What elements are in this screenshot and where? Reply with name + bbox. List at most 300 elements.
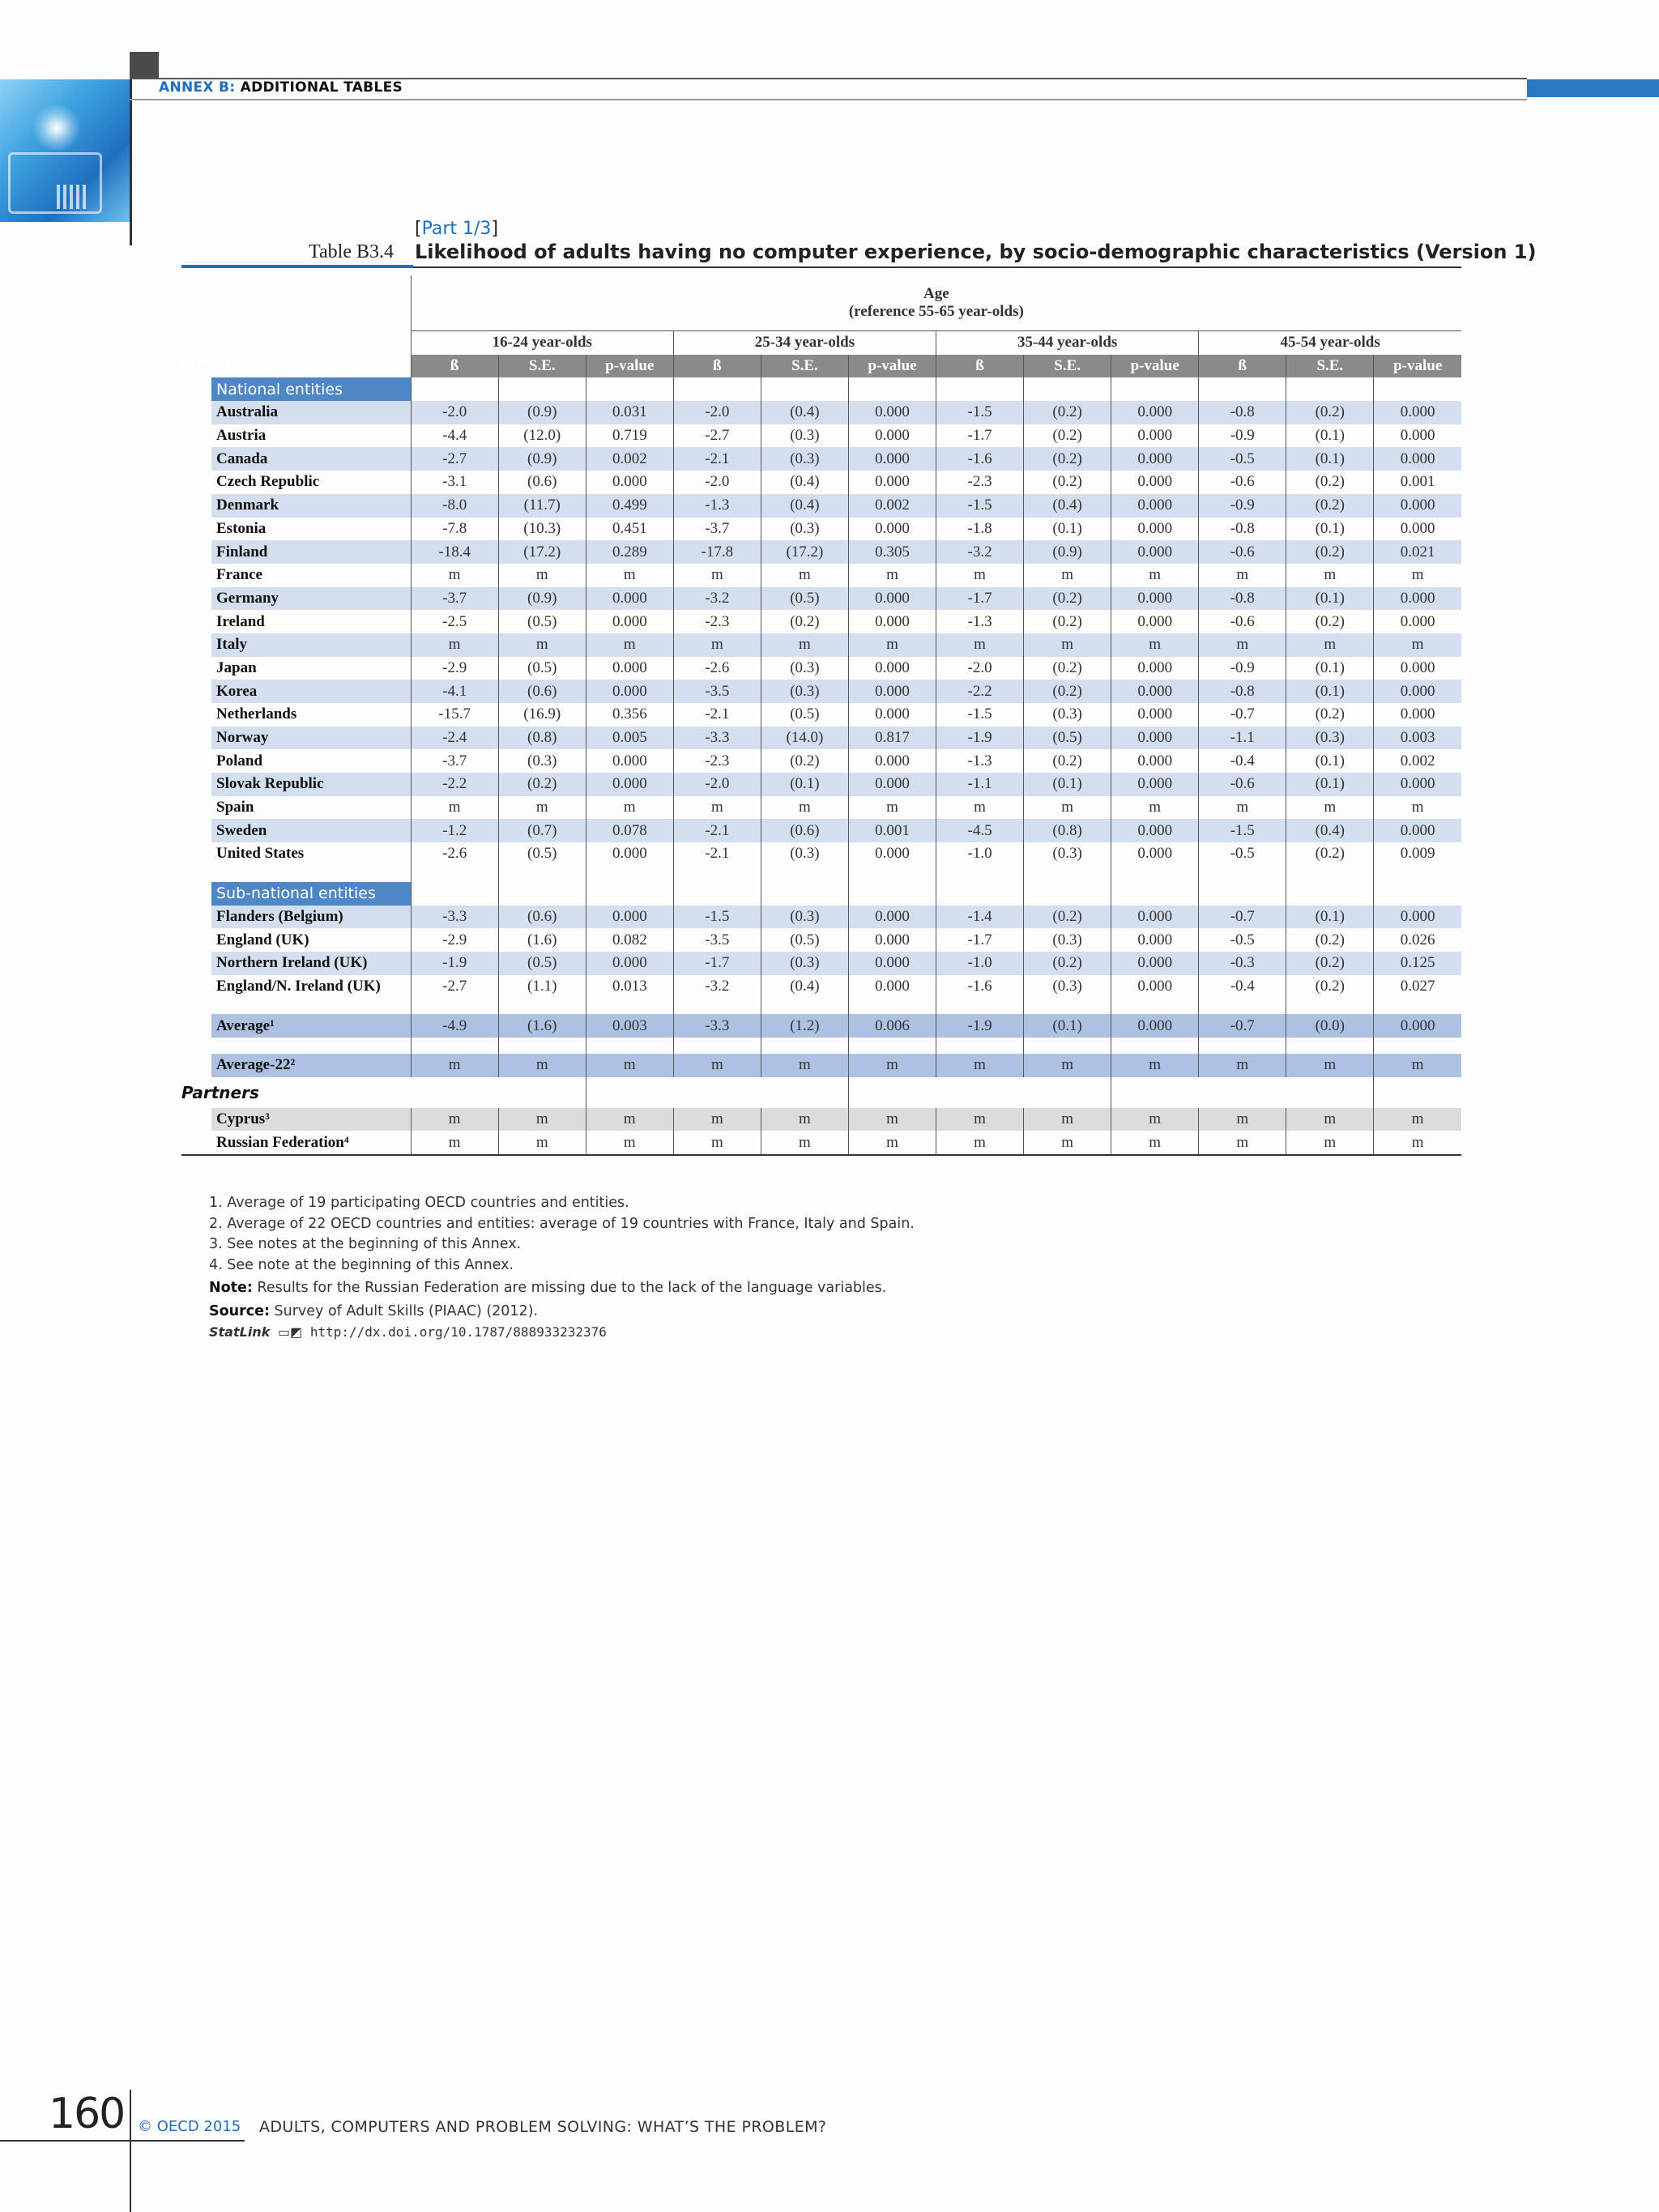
row-label: France [216, 566, 262, 584]
row-label: Spain [216, 799, 254, 816]
table-row [181, 703, 1461, 727]
table-cell: -1.5 [936, 703, 1024, 727]
table-cell: -0.8 [1199, 680, 1286, 703]
table-cell: 0.000 [1374, 773, 1461, 796]
table-cell: (0.4) [761, 494, 848, 518]
table-cell: 0.000 [586, 471, 673, 494]
table-cell: (0.1) [1286, 518, 1374, 541]
table-cell: (0.1) [1286, 447, 1374, 471]
table-cell: -0.8 [1199, 401, 1286, 424]
table-cell: -2.2 [936, 680, 1024, 703]
table-cell: -2.0 [673, 401, 761, 424]
table-cell: (0.5) [761, 928, 848, 952]
table-row [181, 727, 1461, 750]
table-cell: -1.0 [936, 842, 1024, 866]
table-cell: (0.3) [1024, 928, 1111, 952]
table-cell: -1.4 [936, 906, 1024, 929]
table-cell: (0.2) [1024, 657, 1111, 680]
table-cell: -3.3 [673, 727, 761, 750]
table-cell: m [673, 1131, 761, 1155]
table-cell: -2.0 [673, 773, 761, 796]
table-cell: m [1111, 1108, 1199, 1132]
table-cell: 0.000 [1111, 906, 1199, 929]
table-cell: -2.2 [411, 773, 498, 796]
table-cell: (0.1) [1024, 773, 1111, 796]
statlink-url[interactable]: http://dx.doi.org/10.1787/888933232376 [309, 1324, 607, 1340]
table-cell: m [498, 796, 586, 820]
table-cell: m [848, 1131, 936, 1155]
table-cell: m [848, 1108, 936, 1132]
table-cell: 0.125 [1374, 952, 1461, 975]
table-cell: m [411, 1054, 498, 1077]
table-cell: -3.7 [673, 518, 761, 541]
table-cell: 0.000 [1111, 727, 1199, 750]
table-cell: -4.9 [411, 1014, 498, 1038]
table-row [181, 633, 1461, 657]
table-cell: -1.8 [936, 518, 1024, 541]
table-cell: (0.1) [1286, 773, 1374, 796]
table-cell: m [1199, 796, 1286, 820]
table-cell: m [1199, 1131, 1286, 1155]
table-cell: 0.451 [586, 518, 673, 541]
table-cell: 0.009 [1374, 842, 1461, 866]
table-cell: m [1199, 633, 1286, 657]
table-row [181, 796, 1461, 820]
table-cell: (17.2) [761, 540, 848, 564]
col-header-beta: ß [411, 355, 498, 378]
col-header-pvalue: p-value [586, 355, 673, 378]
table-cell: 0.356 [586, 703, 673, 727]
table-cell: m [1286, 1054, 1374, 1077]
table-cell: m [761, 796, 848, 820]
table-cell: -18.4 [411, 540, 498, 564]
table-cell: m [1199, 1054, 1286, 1077]
table-cell: m [1111, 633, 1199, 657]
table-row [181, 447, 1461, 471]
table-cell: (0.2) [761, 749, 848, 773]
table-cell: 0.000 [848, 518, 936, 541]
note-line: Note: Results for the Russian Federation are missing due to the lack of the language variables. [209, 1280, 887, 1296]
table-cell: (0.2) [1286, 401, 1374, 424]
table-cell: -3.3 [411, 906, 498, 929]
table-cell: -2.3 [673, 610, 761, 633]
table-cell: m [936, 633, 1024, 657]
table-cell: 0.000 [848, 928, 936, 952]
table-cell: -0.4 [1199, 975, 1286, 999]
table-cell: (0.5) [498, 610, 586, 633]
table-cell: -1.3 [936, 610, 1024, 633]
table-cell: (0.5) [498, 657, 586, 680]
table-cell: 0.000 [848, 952, 936, 975]
table-row [181, 610, 1461, 633]
group-header: 35-44 year-olds [936, 331, 1199, 355]
col-header-se: S.E. [761, 355, 848, 378]
row-label: Average¹ [181, 1014, 411, 1038]
table-cell: 0.013 [586, 975, 673, 999]
group-header: 25-34 year-olds [673, 331, 936, 355]
table-cell: m [1286, 1108, 1374, 1132]
row-label: Flanders (Belgium) [181, 906, 411, 929]
table-cell: -2.3 [936, 471, 1024, 494]
table-cell: 0.027 [1374, 975, 1461, 999]
table-cell: (0.6) [498, 471, 586, 494]
table-cell: (0.5) [761, 703, 848, 727]
table-cell: -8.0 [411, 494, 498, 518]
table-row [181, 471, 1461, 494]
row-label: Denmark [181, 494, 411, 518]
table-cell: -0.6 [1199, 610, 1286, 633]
table-number: Table B3.4 [309, 241, 394, 262]
table-cell: -1.1 [936, 773, 1024, 796]
table-cell: -2.4 [411, 727, 498, 750]
table-cell: (1.2) [761, 1014, 848, 1038]
table-cell: -2.3 [673, 749, 761, 773]
table-row [181, 749, 1461, 773]
table-cell: m [848, 633, 936, 657]
group-header: 45-54 year-olds [1199, 331, 1461, 355]
table-cell: (0.9) [1024, 540, 1111, 564]
table-cell: m [936, 1108, 1024, 1132]
table-cell: m [1286, 633, 1374, 657]
table-cell: 0.000 [586, 749, 673, 773]
table-cell: (0.2) [1024, 952, 1111, 975]
table-cell: -1.1 [1199, 727, 1286, 750]
table-row [181, 518, 1461, 541]
table-cell: m [498, 1054, 586, 1077]
source-line: Source: Survey of Adult Skills (PIAAC) (2012). [209, 1302, 539, 1319]
table-cell: (0.6) [498, 680, 586, 703]
table-cell: (0.6) [761, 819, 848, 842]
table-cell: (0.2) [1286, 494, 1374, 518]
row-label: Finland [181, 540, 411, 564]
table-cell: (0.3) [761, 518, 848, 541]
table-cell: (0.1) [1024, 518, 1111, 541]
col-header-se: S.E. [498, 355, 586, 378]
table-cell: 0.026 [1374, 928, 1461, 952]
table-cell: (0.0) [1286, 1014, 1374, 1038]
table-cell: 0.000 [1111, 1014, 1199, 1038]
table-cell: (0.5) [498, 952, 586, 975]
table-cell: 0.000 [848, 424, 936, 448]
table-cell: (1.6) [498, 928, 586, 952]
table-cell: (0.2) [1286, 952, 1374, 975]
table-cell: -0.6 [1199, 540, 1286, 564]
table-cell: 0.000 [1111, 424, 1199, 448]
table-cell: (0.1) [1286, 680, 1374, 703]
table-cell: (12.0) [498, 424, 586, 448]
table-cell: m [936, 1131, 1024, 1155]
table-cell: -0.9 [1199, 657, 1286, 680]
table-cell: -1.2 [411, 819, 498, 842]
table-cell: m [1024, 1054, 1111, 1077]
table-cell: 0.000 [1374, 1014, 1461, 1038]
table-cell: (0.4) [761, 401, 848, 424]
partners-label: Partners [181, 1082, 259, 1102]
row-label: Cyprus³ [181, 1108, 411, 1132]
table-cell: (0.5) [1024, 727, 1111, 750]
table-cell: 0.000 [1111, 610, 1199, 633]
footnote-2: 2. Average of 22 OECD countries and entities: average of 19 countries with France, Italy and Spain. [209, 1215, 915, 1232]
table-cell: (0.5) [498, 842, 586, 866]
average-22-row [181, 1054, 1461, 1077]
row-label: Poland [216, 752, 263, 769]
table-cell: 0.000 [586, 906, 673, 929]
table-cell: (0.3) [761, 447, 848, 471]
table-cell: m [411, 1108, 498, 1132]
table-cell: 0.002 [1374, 749, 1461, 773]
table-cell: -0.6 [1199, 773, 1286, 796]
table-cell: (0.4) [761, 975, 848, 999]
table-cell: -1.0 [936, 952, 1024, 975]
table-cell: (0.1) [761, 773, 848, 796]
table-cell: 0.000 [1111, 819, 1199, 842]
table-cell: -2.1 [673, 447, 761, 471]
table-cell: -1.5 [936, 494, 1024, 518]
table-cell: 0.000 [1374, 680, 1461, 703]
table-row [181, 680, 1461, 703]
table-cell: -3.5 [673, 680, 761, 703]
footer-rule [0, 2140, 245, 2142]
table-cell: m [761, 1054, 848, 1077]
table-cell: -1.7 [936, 424, 1024, 448]
table-cell: 0.719 [586, 424, 673, 448]
table-cell: (0.2) [1286, 540, 1374, 564]
table-cell: -2.0 [411, 401, 498, 424]
annex-header-label: ANNEX B: ADDITIONAL TABLES [159, 79, 403, 96]
table-cell: 0.000 [1111, 401, 1199, 424]
row-label: Australia [181, 401, 411, 424]
table-cell: -17.8 [673, 540, 761, 564]
table-row [181, 424, 1461, 448]
table-cell: -1.5 [936, 401, 1024, 424]
row-label: Average-22² [181, 1054, 411, 1077]
row-label: Ireland [216, 612, 265, 630]
statlink-icon: ▭◩ [277, 1324, 303, 1340]
table-cell: 0.002 [586, 447, 673, 471]
table-cell: -2.9 [411, 657, 498, 680]
table-cell: 0.031 [586, 401, 673, 424]
table-cell: (0.2) [1024, 749, 1111, 773]
table-cell: (0.3) [761, 842, 848, 866]
table-cell: -2.9 [411, 928, 498, 952]
title-rule-accent [181, 265, 413, 268]
table-cell: (0.3) [1024, 842, 1111, 866]
table-cell: m [1286, 1131, 1374, 1155]
section-national-entities: National entities [181, 377, 411, 401]
age-header: Age (reference 55-65 year-olds) [411, 275, 1461, 331]
header-vertical-rule [130, 79, 132, 245]
table-cell: (0.3) [761, 657, 848, 680]
table-cell: (11.7) [498, 494, 586, 518]
table-title: Likelihood of adults having no computer experience, by socio-demographic characteristics (Version 1) [415, 241, 1537, 263]
table-cell: 0.000 [586, 842, 673, 866]
table-cell: (17.2) [498, 540, 586, 564]
table-cell: m [1374, 1054, 1461, 1077]
col-header-pvalue: p-value [1374, 355, 1461, 378]
table-cell: 0.000 [848, 975, 936, 999]
table-cell: (0.3) [1024, 703, 1111, 727]
table-row [181, 564, 1461, 587]
annex-header-accent [1527, 79, 1659, 97]
table-cell: 0.000 [1374, 401, 1461, 424]
table-row [181, 906, 1461, 929]
footnote-3: 3. See notes at the beginning of this Annex. [209, 1236, 522, 1252]
table-cell: -2.1 [673, 703, 761, 727]
col-header-beta: ß [1199, 355, 1286, 378]
table-cell: (0.2) [1286, 610, 1374, 633]
table-cell: m [411, 1131, 498, 1155]
table-cell: (0.2) [1286, 703, 1374, 727]
table-cell: (0.2) [1024, 447, 1111, 471]
table-cell: -3.2 [936, 540, 1024, 564]
table-cell: 0.000 [848, 703, 936, 727]
table-cell: m [673, 1108, 761, 1132]
table-row [181, 1108, 1461, 1132]
table-cell: 0.000 [848, 587, 936, 611]
table-cell: 0.082 [586, 928, 673, 952]
table-cell: 0.000 [848, 401, 936, 424]
table-cell: 0.000 [1111, 657, 1199, 680]
table-cell: (10.3) [498, 518, 586, 541]
table-cell: -0.7 [1199, 906, 1286, 929]
footer-book-title: ADULTS, COMPUTERS AND PROBLEM SOLVING: WHAT’S THE PROBLEM? [259, 2118, 827, 2136]
table-cell: 0.000 [1374, 447, 1461, 471]
table-cell: 0.000 [586, 657, 673, 680]
row-label: Russian Federation⁴ [181, 1131, 411, 1155]
table-cell: -0.9 [1199, 494, 1286, 518]
table-cell: -1.7 [936, 587, 1024, 611]
statlink[interactable] [209, 1322, 915, 1343]
row-label: England/N. Ireland (UK) [216, 977, 381, 995]
table-cell: -0.4 [1199, 749, 1286, 773]
table-row [181, 401, 1461, 424]
row-label: Sweden [181, 819, 411, 842]
table-cell: m [1374, 796, 1461, 820]
table-cell: 0.000 [1111, 842, 1199, 866]
table-cell: 0.021 [1374, 540, 1461, 564]
table-cell: 0.000 [1111, 975, 1199, 999]
table-cell: (0.9) [498, 447, 586, 471]
table-row [181, 928, 1461, 952]
table-cell: -1.6 [936, 447, 1024, 471]
section-subnational-entities: Sub-national entities [181, 882, 411, 906]
table-cell: m [1286, 564, 1374, 587]
table-cell: 0.000 [848, 657, 936, 680]
table-cell: (0.6) [498, 906, 586, 929]
col-header-beta: ß [673, 355, 761, 378]
table-cell: -1.7 [673, 952, 761, 975]
table-cell: 0.000 [1111, 471, 1199, 494]
row-label: Korea [181, 680, 411, 703]
row-label: United States [216, 845, 305, 863]
table-cell: m [411, 796, 498, 820]
table-cell: -2.5 [411, 610, 498, 633]
row-label: Norway [181, 727, 411, 750]
table-cell: -2.7 [411, 975, 498, 999]
table-cell: -0.5 [1199, 447, 1286, 471]
row-label: Japan [216, 658, 257, 676]
table-cell: -4.4 [411, 424, 498, 448]
table-cell: (0.2) [1024, 471, 1111, 494]
table-cell: 0.000 [1374, 703, 1461, 727]
table-cell: 0.000 [586, 773, 673, 796]
table-cell: m [1024, 1108, 1111, 1132]
table-cell: -3.2 [673, 587, 761, 611]
table-cell: -1.3 [936, 749, 1024, 773]
table-cell: -1.6 [936, 975, 1024, 999]
table-row [181, 494, 1461, 518]
table-cell: (0.2) [1024, 401, 1111, 424]
table-cell: m [411, 633, 498, 657]
row-label: Netherlands [216, 705, 297, 723]
table-cell: 0.000 [1111, 447, 1199, 471]
table-cell: m [1374, 564, 1461, 587]
col-header-se: S.E. [1024, 355, 1111, 378]
table-row [181, 952, 1461, 975]
table-cell: (0.3) [1024, 975, 1111, 999]
table-cell: m [1199, 1108, 1286, 1132]
table-cell: 0.000 [1111, 494, 1199, 518]
table-cell: 0.000 [848, 773, 936, 796]
table-row [181, 975, 1461, 999]
table-cell: m [586, 1054, 673, 1077]
table-cell: (0.4) [1286, 819, 1374, 842]
table-cell: 0.499 [586, 494, 673, 518]
table-cell: m [411, 564, 498, 587]
table-cell: 0.002 [848, 494, 936, 518]
table-cell: (0.7) [498, 819, 586, 842]
col-header-pvalue: p-value [848, 355, 936, 378]
table-cell: m [1024, 796, 1111, 820]
table-cell: -2.6 [411, 842, 498, 866]
row-label: England (UK) [216, 931, 309, 948]
table-cell: (0.8) [498, 727, 586, 750]
table-cell: (0.2) [498, 773, 586, 796]
table-cell: m [1374, 1131, 1461, 1155]
table-cell: -3.5 [673, 928, 761, 952]
table-cell: m [1374, 633, 1461, 657]
table-cell: m [1024, 564, 1111, 587]
table-row [181, 842, 1461, 866]
row-label: Austria [216, 427, 267, 445]
col-header-beta: ß [936, 355, 1024, 378]
oecd-label: OECD [181, 355, 411, 378]
annex-decorative-image [0, 79, 130, 222]
table-cell: (0.3) [761, 424, 848, 448]
table-cell: -7.8 [411, 518, 498, 541]
table-cell: (0.2) [1024, 587, 1111, 611]
data-table [181, 275, 1461, 1156]
table-cell: (0.1) [1024, 1014, 1111, 1038]
table-cell: -1.5 [1199, 819, 1286, 842]
table-cell: -1.5 [673, 906, 761, 929]
table-cell: -0.5 [1199, 928, 1286, 952]
footer-copyright: © OECD 2015 [138, 2118, 241, 2135]
table-cell: m [498, 1131, 586, 1155]
table-cell: 0.000 [1111, 773, 1199, 796]
table-cell: 0.000 [1374, 657, 1461, 680]
table-cell: -2.1 [673, 819, 761, 842]
table-cell: -1.3 [673, 494, 761, 518]
table-cell: -2.7 [673, 424, 761, 448]
average-row [181, 1014, 1461, 1038]
table-part-label: [Part 1/3] [415, 219, 499, 239]
table-cell: (14.0) [761, 727, 848, 750]
table-cell: m [848, 1054, 936, 1077]
table-cell: m [936, 564, 1024, 587]
table-cell: m [586, 796, 673, 820]
table-cell: m [761, 633, 848, 657]
